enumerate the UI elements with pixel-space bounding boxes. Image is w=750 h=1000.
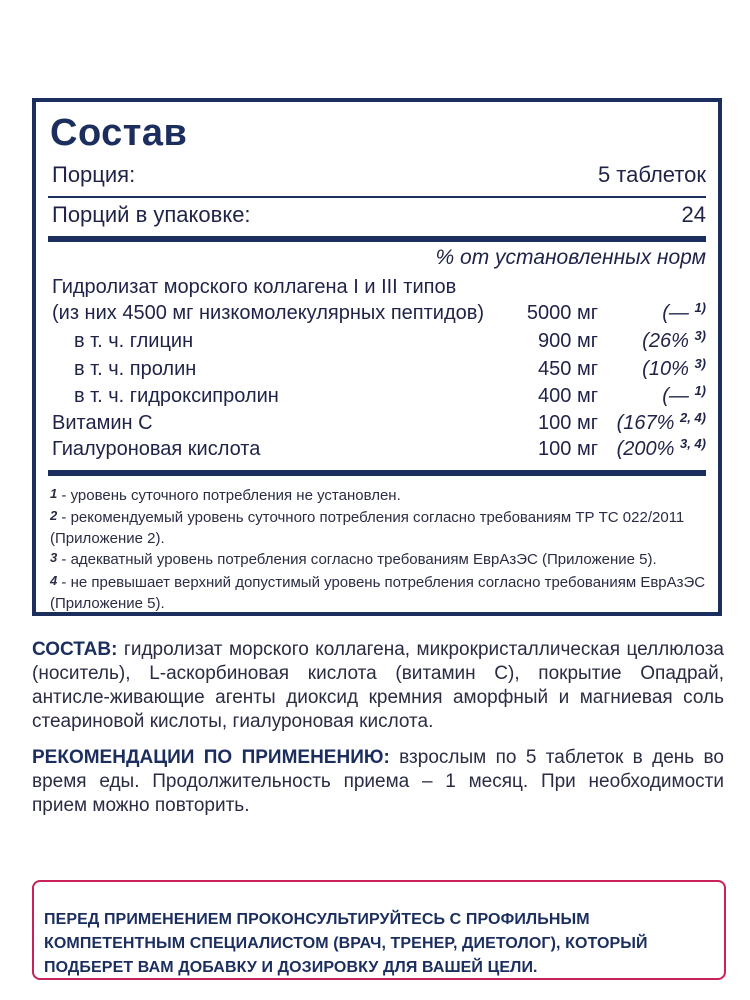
nutrition-panel: [32, 98, 722, 616]
warning-text: ПЕРЕД ПРИМЕНЕНИЕМ ПРОКОНСУЛЬТИРУЙТЕСЬ С ПРОФИЛЬНЫМ КОМПЕТЕНТНЫМ СПЕЦИАЛИСТОМ (ВРАЧ, ТРЕНЕР, ДИЕТОЛОГ), КОТОРЫЙ ПОДБЕРЕТ ВАМ ДОБАВКУ И ДОЗИРОВКУ ДЛЯ ВАШЕЙ ЦЕЛИ.: [44, 911, 648, 976]
ingredient-name: в т. ч. глицин: [74, 330, 194, 352]
footnote-text: - рекомендуемый уровень суточного потребления согласно требованиям ТР ТС 022/2011 (Приложение 2).: [50, 509, 685, 547]
ingredient-percent: [642, 358, 706, 381]
ingredient-name: Витамин С: [52, 412, 153, 434]
footnote-text: - уровень суточного потребления не установлен.: [57, 487, 401, 504]
ingredient-amount: 5000 мг: [526, 302, 598, 324]
footnote-mark: 3: [50, 550, 58, 565]
divider: [48, 196, 706, 198]
footnote-ref: 3): [694, 328, 706, 343]
footnote-ref: 3, 4): [679, 436, 706, 451]
servings-per-pack-label: Порций в упаковке:: [52, 202, 251, 227]
serving-value: 5 таблеток: [597, 162, 706, 187]
recommendations-label: РЕКОМЕНДАЦИИ ПО ПРИМЕНЕНИЮ:: [32, 747, 390, 768]
footnote-ref: 1): [694, 383, 706, 398]
percent-value: (167%: [616, 412, 675, 434]
panel-title: Состав: [50, 112, 188, 154]
footnote-text: - адекватный уровень потребления согласно требованиям ЕврАзЭС (Приложение 5).: [57, 551, 657, 568]
percent-value: (26%: [642, 330, 689, 352]
footnote-ref: 1): [694, 300, 706, 315]
footnote-ref: 2, 4): [679, 410, 706, 425]
footnote: [50, 572, 706, 614]
ingredient-name: Гиалуроновая кислота: [52, 438, 261, 460]
footnote-text: - не превышает верхний допустимый уровень потребления согласно требованиям ЕврАзЭС (Приложение 5).: [50, 574, 706, 612]
composition-text: гидролизат морского коллагена, микрокристаллическая целлюлоза (носитель), L-аскорбиновая кислота (витамин С), покрытие Опадрай, антисле-живающие агенты диоксид кремния аморфный и магниевая соль стеариновой кислоты, гиалуроновая кислота.: [32, 639, 724, 732]
recommendations-text: взрослым по 5 таблеток в день во время еды. Продолжительность приема – 1 месяц. При необходимости прием можно повторить.: [32, 747, 725, 816]
footnote-mark: 4: [50, 573, 58, 588]
composition-paragraph: [32, 638, 724, 734]
ingredient-name: (из них 4500 мг низкомолекулярных пептидов): [52, 302, 485, 324]
footnote: [50, 549, 706, 570]
divider-thick: [48, 236, 706, 242]
divider-thick: [48, 470, 706, 476]
percent-value: (10%: [642, 358, 689, 380]
percent-value: (—: [662, 302, 689, 324]
ingredient-percent: [617, 438, 706, 461]
footnote-ref: 3): [694, 356, 706, 371]
ingredient-percent: [642, 330, 706, 353]
ingredient-amount: 900 мг: [538, 330, 598, 352]
ingredient-amount: 450 мг: [538, 358, 598, 380]
footnote: [50, 507, 706, 549]
footnote-mark: 1: [50, 486, 58, 501]
ingredient-name: в т. ч. гидроксипролин: [74, 385, 279, 407]
ingredient-amount: 400 мг: [538, 385, 598, 407]
warning-box: [32, 880, 726, 980]
serving-label: Порция:: [52, 162, 136, 187]
ingredient-amount: 100 мг: [538, 438, 598, 460]
ingredient-name: в т. ч. пролин: [74, 358, 197, 380]
recommendations-paragraph: [32, 746, 724, 818]
footnote-mark: 2: [50, 508, 58, 523]
ingredient-percent: [662, 302, 706, 325]
serving-row: [52, 162, 706, 188]
composition-label: СОСТАВ:: [32, 639, 118, 660]
ingredient-name: Гидролизат морского коллагена I и III типов: [52, 276, 457, 298]
servings-per-pack-row: [52, 202, 706, 228]
percent-header: % от установленных норм: [435, 246, 706, 269]
servings-per-pack-value: 24: [681, 202, 706, 227]
ingredient-percent: [617, 412, 706, 435]
ingredient-percent: [662, 385, 706, 408]
percent-value: (—: [662, 385, 689, 407]
percent-value: (200%: [616, 438, 675, 460]
footnote: [50, 485, 706, 506]
ingredient-amount: 100 мг: [538, 412, 598, 434]
